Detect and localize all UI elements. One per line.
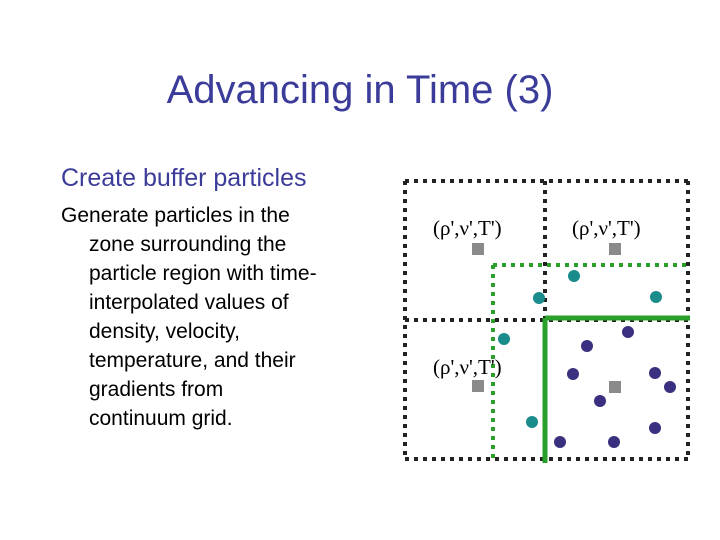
buffer-particle [526, 416, 538, 428]
body-line: temperature, and their [89, 349, 296, 372]
slide-title: Advancing in Time (3) [166, 68, 554, 112]
cell-label-top-left: (ρ',ν',T') [433, 216, 502, 240]
grid-node-square [609, 381, 621, 393]
body-line: particle region with time- [89, 262, 317, 285]
buffer-particle [568, 270, 580, 282]
body-line: gradients from [89, 378, 224, 401]
body-line: continuum grid. [89, 407, 233, 430]
body-line: zone surrounding the [89, 233, 287, 256]
interior-particle [594, 395, 606, 407]
buffer-particles [498, 270, 662, 428]
body-line: Generate particles in the [61, 204, 290, 227]
grid-node-square [472, 380, 484, 392]
body-line: density, velocity, [89, 320, 240, 343]
interior-particle [581, 340, 593, 352]
interior-particle [622, 326, 634, 338]
cell-label-bottom-left: (ρ',ν',T') [433, 355, 502, 379]
interior-particle [664, 381, 676, 393]
bullet-heading: Create buffer particles [61, 164, 307, 192]
interior-particle [608, 436, 620, 448]
buffer-particle [498, 333, 510, 345]
interior-particle [649, 367, 661, 379]
interior-particle [567, 368, 579, 380]
grid-node-square [472, 243, 484, 255]
interior-particle [554, 436, 566, 448]
buffer-particle [533, 292, 545, 304]
body-line: interpolated values of [89, 291, 289, 314]
buffer-particle [650, 291, 662, 303]
cell-label-top-right: (ρ',ν',T') [572, 216, 641, 240]
grid-node-square [609, 243, 621, 255]
interior-particle [649, 422, 661, 434]
